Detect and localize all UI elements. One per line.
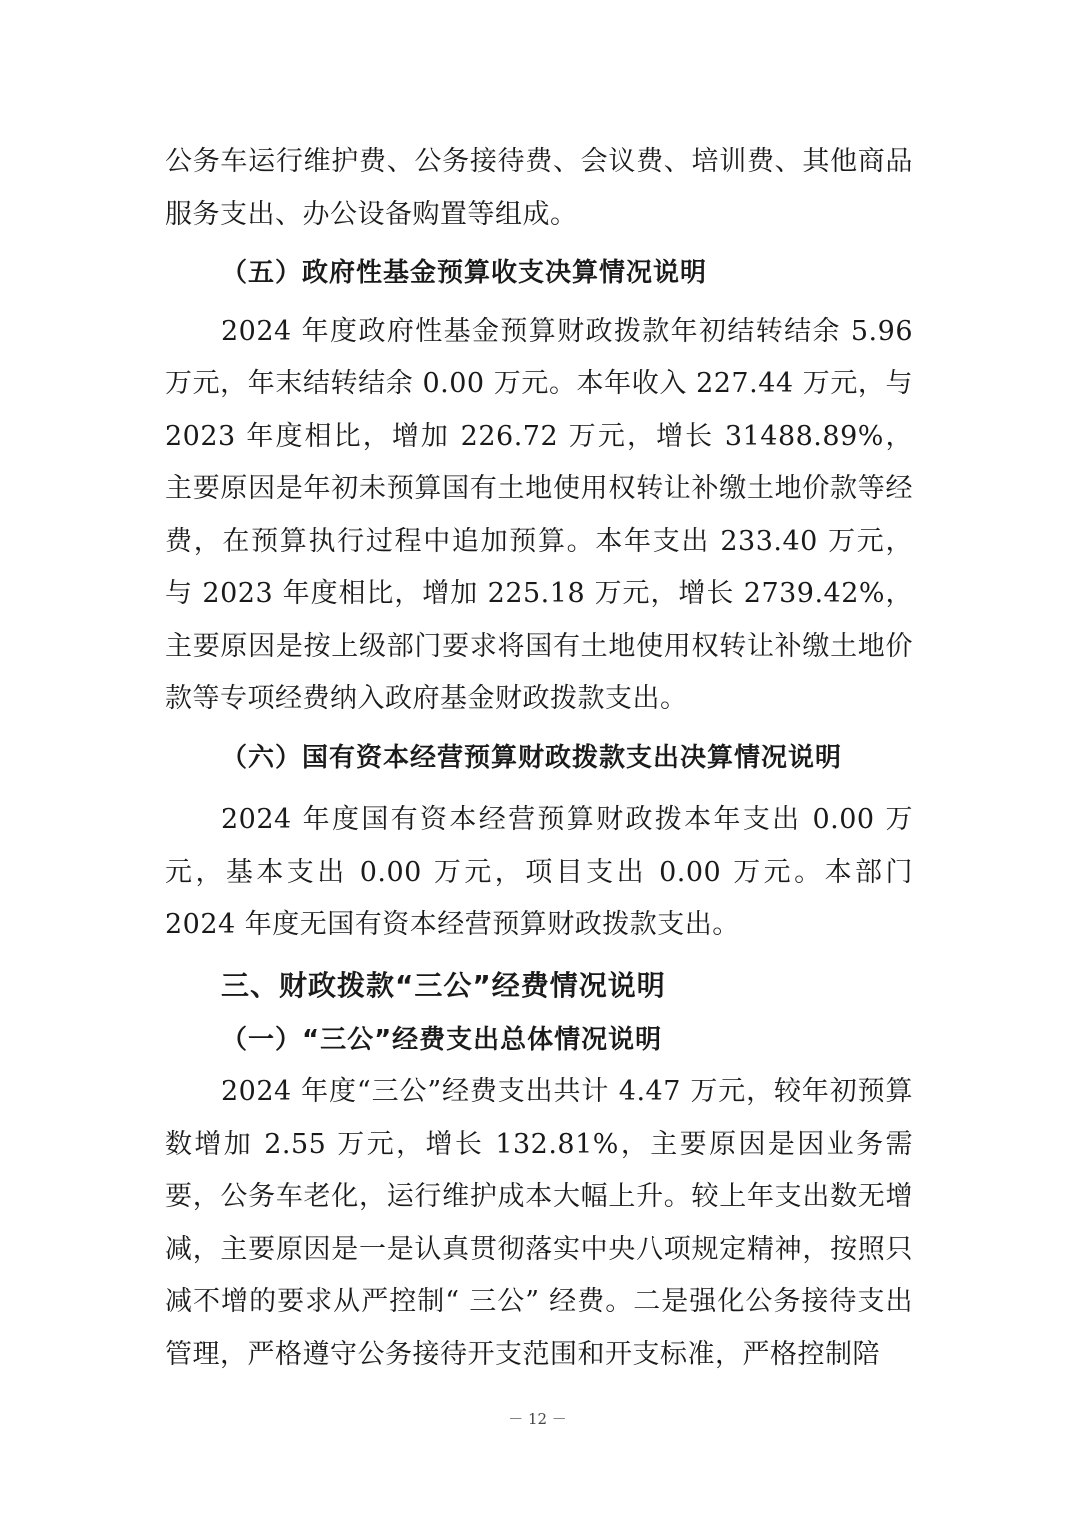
section-heading-6: （六）国有资本经营预算财政拨款支出决算情况说明 (221, 742, 843, 773)
section-heading-5: （五）政府性基金预算收支决算情况说明 (221, 258, 708, 288)
chapter-heading-three: 三、财政拨款“三公”经费情况说明 (221, 968, 666, 1002)
document-page (165, 136, 913, 1381)
paragraph-government-fund: 2024 年度政府性基金预算财政拨款年初结转结余 5.96 万元，年末结转结余 0.00 万元。本年收入 227.44 万元，与 2023 年度相比，增加 226.72 万元，增长 31488.89%，主要原因是年初未预算国有土地使用权转让补缴土地价款等经费，在预算执行过程中追加预算。本年支出 233.40 万元，与 2023 年度相比，增加 225.18 万元，增长 2739.42%，主要原因是按上级部门要求将国有土地使用权转让补缴土地价款等专项经费纳入政府基金财政拨款支出。 (165, 315, 913, 714)
paragraph-continued: 公务车运行维护费、公务接待费、会议费、培训费、其他商品服务支出、办公设备购置等组成。 (165, 146, 913, 230)
page-number: － 12 － (508, 1410, 567, 1428)
paragraph-state-capital: 2024 年度国有资本经营预算财政拨本年支出 0.00 万元，基本支出 0.00 万元，项目支出 0.00 万元。本部门 2024 年度无国有资本经营预算财政拨款支出。 (165, 804, 913, 940)
section-heading-3-1: （一）“三公”经费支出总体情况说明 (221, 1024, 663, 1055)
paragraph-three-public: 2024 年度“三公”经费支出共计 4.47 万元，较年初预算数增加 2.55 万元，增长 132.81%，主要原因是因业务需要，公务车老化，运行维护成本大幅上升。较上年支出数无增减，主要原因是一是认真贯彻落实中央八项规定精神，按照只减不增的要求从严控制“ 三公” 经费。二是强化公务接待支出管理，严格遵守公务接待开支范围和开支标准，严格控制陪 (165, 1076, 913, 1370)
